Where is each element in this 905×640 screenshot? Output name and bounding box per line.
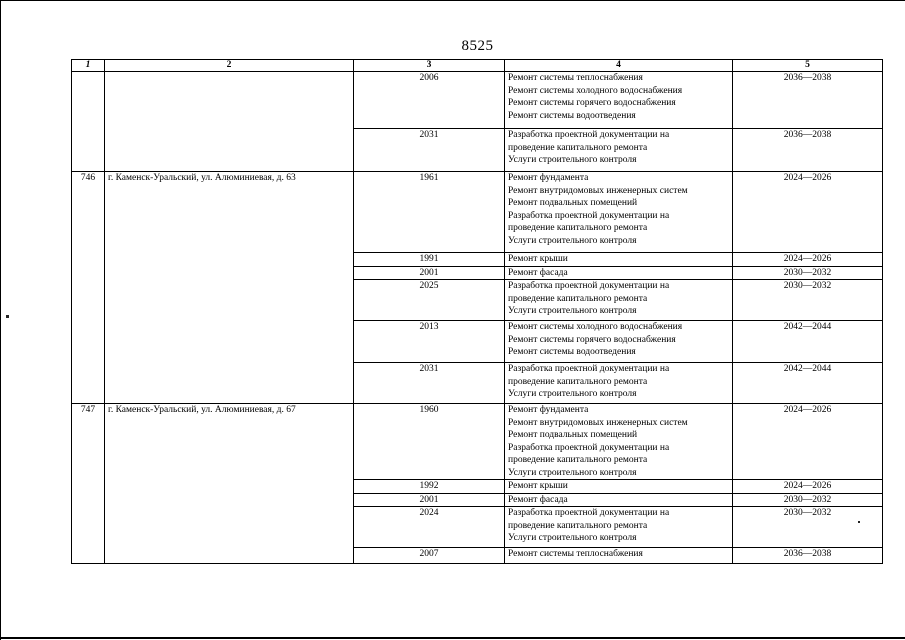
works-cell bbox=[505, 493, 733, 507]
work-item: Ремонт подвальных помещений bbox=[508, 430, 638, 440]
period-cell: 2024—2026 bbox=[733, 253, 883, 267]
page-border-bottom bbox=[0, 637, 905, 639]
works-cell bbox=[505, 266, 733, 280]
work-item: Ремонт системы холодного водоснабжения bbox=[508, 85, 683, 96]
works-cell bbox=[505, 172, 733, 253]
year-cell: 2001 bbox=[354, 266, 505, 280]
works-cell bbox=[505, 280, 733, 321]
table-row bbox=[72, 172, 883, 253]
period-cell: 2042—2044 bbox=[733, 363, 883, 404]
table-row bbox=[72, 72, 883, 129]
row-number-cell: 747 bbox=[72, 404, 105, 564]
work-item: Услуги строительного контроля bbox=[508, 533, 637, 543]
period-cell: 2024—2026 bbox=[733, 404, 883, 480]
work-item: Разработка проектной документации на bbox=[508, 364, 670, 374]
work-item: Ремонт системы горячего водоснабжения bbox=[508, 334, 676, 345]
work-item: Ремонт крыши bbox=[508, 254, 568, 264]
year-cell: 2007 bbox=[354, 548, 505, 564]
works-cell bbox=[505, 129, 733, 172]
work-item: проведение капитального ремонта bbox=[508, 376, 648, 387]
works-cell bbox=[505, 321, 733, 363]
period-cell: 2030—2032 bbox=[733, 507, 883, 548]
work-item: проведение капитального ремонта bbox=[508, 293, 648, 304]
work-item: Ремонт фундамента bbox=[508, 173, 589, 183]
page-number: 8525 bbox=[461, 38, 494, 54]
work-item: Ремонт внутридомовых инженерных систем bbox=[508, 185, 688, 196]
year-cell: 1992 bbox=[354, 480, 505, 494]
year-cell: 2031 bbox=[354, 363, 505, 404]
works-cell bbox=[505, 480, 733, 494]
period-cell: 2036—2038 bbox=[733, 72, 883, 129]
work-item: Ремонт внутридомовых инженерных систем bbox=[508, 417, 688, 428]
work-item: Услуги строительного контроля bbox=[508, 155, 637, 165]
work-item: Ремонт подвальных помещений bbox=[508, 198, 638, 208]
year-cell: 2025 bbox=[354, 280, 505, 321]
works-cell bbox=[505, 507, 733, 548]
work-item: Услуги строительного контроля bbox=[508, 235, 637, 246]
work-item: Ремонт системы горячего водоснабжения bbox=[508, 98, 676, 108]
period-cell: 2030—2032 bbox=[733, 266, 883, 280]
work-item: Услуги строительного контроля bbox=[508, 467, 637, 478]
scan-speck bbox=[858, 521, 860, 523]
work-item: Ремонт системы теплоснабжения bbox=[508, 549, 643, 559]
repair-schedule-table bbox=[71, 59, 883, 564]
works-cell bbox=[505, 72, 733, 129]
work-item: Разработка проектной документации на bbox=[508, 130, 670, 140]
work-item: Ремонт системы водоотведения bbox=[508, 110, 636, 121]
year-cell: 1991 bbox=[354, 253, 505, 267]
work-item: Ремонт крыши bbox=[508, 481, 568, 491]
address-cell: г. Каменск-Уральский, ул. Алюминиевая, д. 63 bbox=[105, 172, 354, 404]
works-cell bbox=[505, 404, 733, 480]
period-cell: 2042—2044 bbox=[733, 321, 883, 363]
works-cell bbox=[505, 253, 733, 267]
work-item: проведение капитального ремонта bbox=[508, 520, 648, 531]
col-header-1: 1 bbox=[72, 60, 105, 72]
work-item: Услуги строительного контроля bbox=[508, 389, 637, 399]
work-item: Ремонт фасада bbox=[508, 494, 568, 505]
col-header-4: 4 bbox=[505, 60, 733, 72]
table-row bbox=[72, 404, 883, 480]
work-item: Разработка проектной документации на bbox=[508, 281, 670, 291]
period-cell: 2024—2026 bbox=[733, 480, 883, 494]
year-cell: 1960 bbox=[354, 404, 505, 480]
col-header-2: 2 bbox=[105, 60, 354, 72]
page-border-top bbox=[0, 0, 905, 1]
work-item: проведение капитального ремонта bbox=[508, 455, 648, 465]
work-item: Разработка проектной документации на bbox=[508, 210, 670, 221]
period-cell: 2036—2038 bbox=[733, 129, 883, 172]
works-cell bbox=[505, 548, 733, 564]
year-cell: 2024 bbox=[354, 507, 505, 548]
period-cell: 2024—2026 bbox=[733, 172, 883, 253]
table-body bbox=[72, 72, 883, 564]
year-cell: 2013 bbox=[354, 321, 505, 363]
scan-speck bbox=[6, 315, 9, 318]
work-item: Ремонт фасада bbox=[508, 267, 568, 278]
year-cell: 2001 bbox=[354, 493, 505, 507]
year-cell: 2006 bbox=[354, 72, 505, 129]
work-item: Ремонт фундамента bbox=[508, 405, 589, 415]
header-row bbox=[72, 60, 883, 72]
work-item: проведение капитального ремонта bbox=[508, 223, 648, 233]
work-item: проведение капитального ремонта bbox=[508, 142, 648, 153]
work-item: Разработка проектной документации на bbox=[508, 508, 670, 518]
row-number-cell bbox=[72, 72, 105, 172]
address-cell bbox=[105, 72, 354, 172]
row-number-cell: 746 bbox=[72, 172, 105, 404]
year-cell: 1961 bbox=[354, 172, 505, 253]
year-cell: 2031 bbox=[354, 129, 505, 172]
address-cell: г. Каменск-Уральский, ул. Алюминиевая, д. 67 bbox=[105, 404, 354, 564]
period-cell: 2030—2032 bbox=[733, 280, 883, 321]
period-cell: 2036—2038 bbox=[733, 548, 883, 564]
page-border-left bbox=[0, 0, 1, 640]
work-item: Ремонт системы водоотведения bbox=[508, 347, 636, 357]
works-cell bbox=[505, 363, 733, 404]
period-cell: 2030—2032 bbox=[733, 493, 883, 507]
work-item: Разработка проектной документации на bbox=[508, 442, 670, 453]
col-header-5: 5 bbox=[733, 60, 883, 72]
work-item: Ремонт системы холодного водоснабжения bbox=[508, 322, 683, 332]
col-header-3: 3 bbox=[354, 60, 505, 72]
work-item: Услуги строительного контроля bbox=[508, 306, 637, 316]
work-item: Ремонт системы теплоснабжения bbox=[508, 73, 643, 83]
